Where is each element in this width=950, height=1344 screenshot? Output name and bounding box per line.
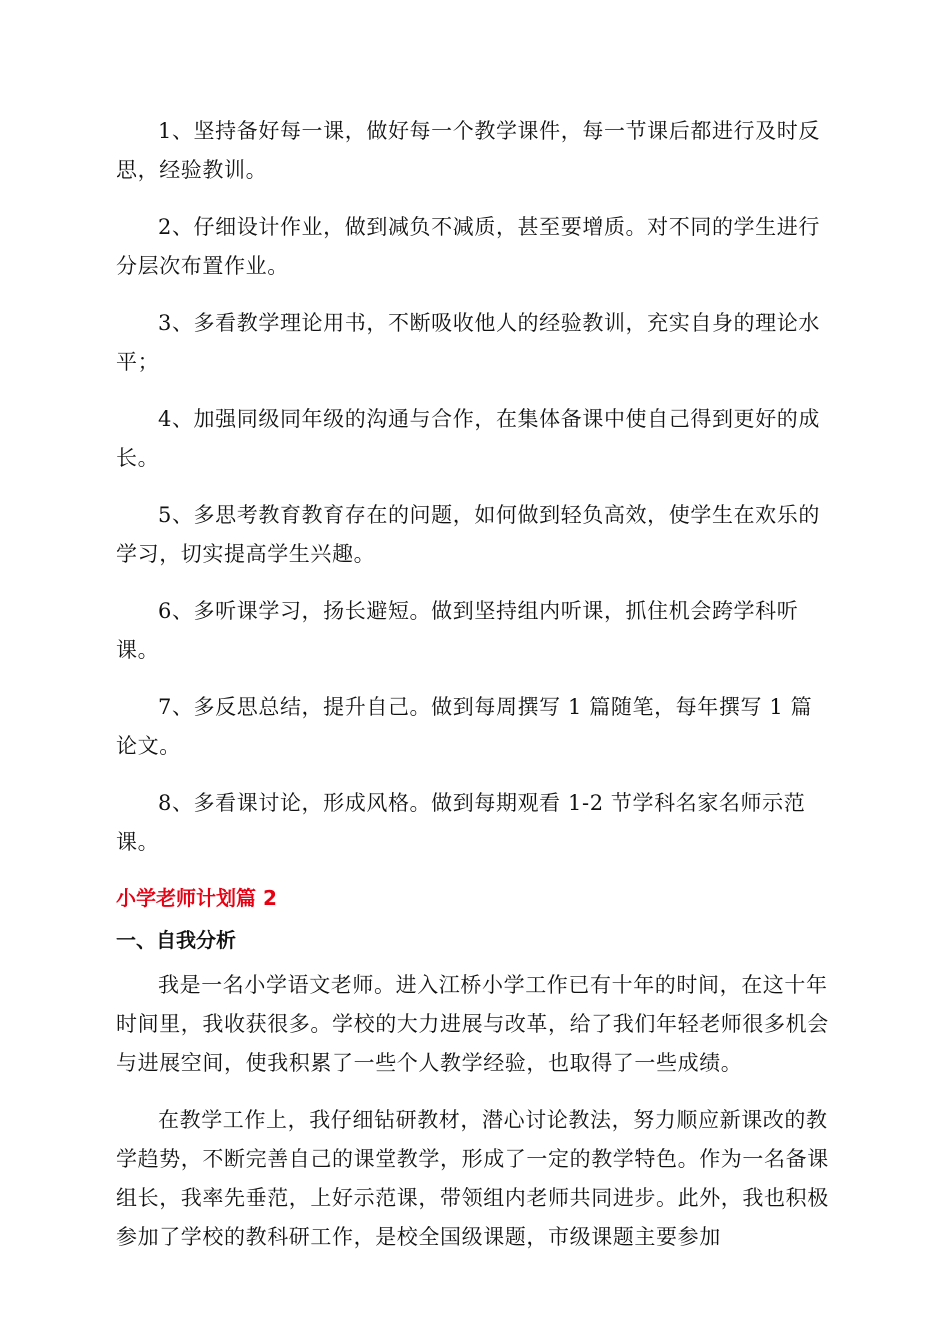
body-paragraph-1: 我是一名小学语文老师。进入江桥小学工作已有十年的时间，在这十年时间里，我收获很多。学校的大力进展与改革，给了我们年轻老师很多机会与进展空间，使我积累了一些个人教学经验，也取得了一些成绩。 xyxy=(116,973,829,1075)
list-item-8: 8、多看课讨论，形成风格。做到每期观看 1-2 节学科名家名师示范课。 xyxy=(116,791,806,854)
document-page xyxy=(116,112,832,1257)
body-paragraph-2: 在教学工作上，我仔细钻研教材，潜心讨论教法，努力顺应新课改的教学趋势，不断完善自己的课堂教学，形成了一定的教学特色。作为一名备课组长，我率先垂范，上好示范课，带领组内老师共同进步。此外，我也积极参加了学校的教科研工作，是校全国级课题，市级课题主要参加 xyxy=(116,1108,829,1249)
list-item-5: 5、多思考教育教育存在的问题，如何做到轻负高效，使学生在欢乐的学习，切实提高学生兴趣。 xyxy=(116,503,820,566)
list-item-3: 3、多看教学理论用书，不断吸收他人的经验教训，充实自身的理论水平； xyxy=(116,311,820,374)
list-item-1: 1、坚持备好每一课，做好每一个教学课件，每一节课后都进行及时反思，经验教训。 xyxy=(116,119,820,182)
list-item-4: 4、加强同级同年级的沟通与合作，在集体备课中使自己得到更好的成长。 xyxy=(116,407,820,470)
list-item-2: 2、仔细设计作业，做到减负不减质，甚至要增质。对不同的学生进行分层次布置作业。 xyxy=(116,215,820,278)
list-item-6: 6、多听课学习，扬长避短。做到坚持组内听课，抓住机会跨学科听课。 xyxy=(116,599,799,662)
sub-heading-self-analysis: 一、自我分析 xyxy=(116,928,236,952)
section-title: 小学老师计划篇 2 xyxy=(116,886,277,910)
list-item-7: 7、多反思总结，提升自己。做到每周撰写 1 篇随笔，每年撰写 1 篇论文。 xyxy=(116,695,813,758)
